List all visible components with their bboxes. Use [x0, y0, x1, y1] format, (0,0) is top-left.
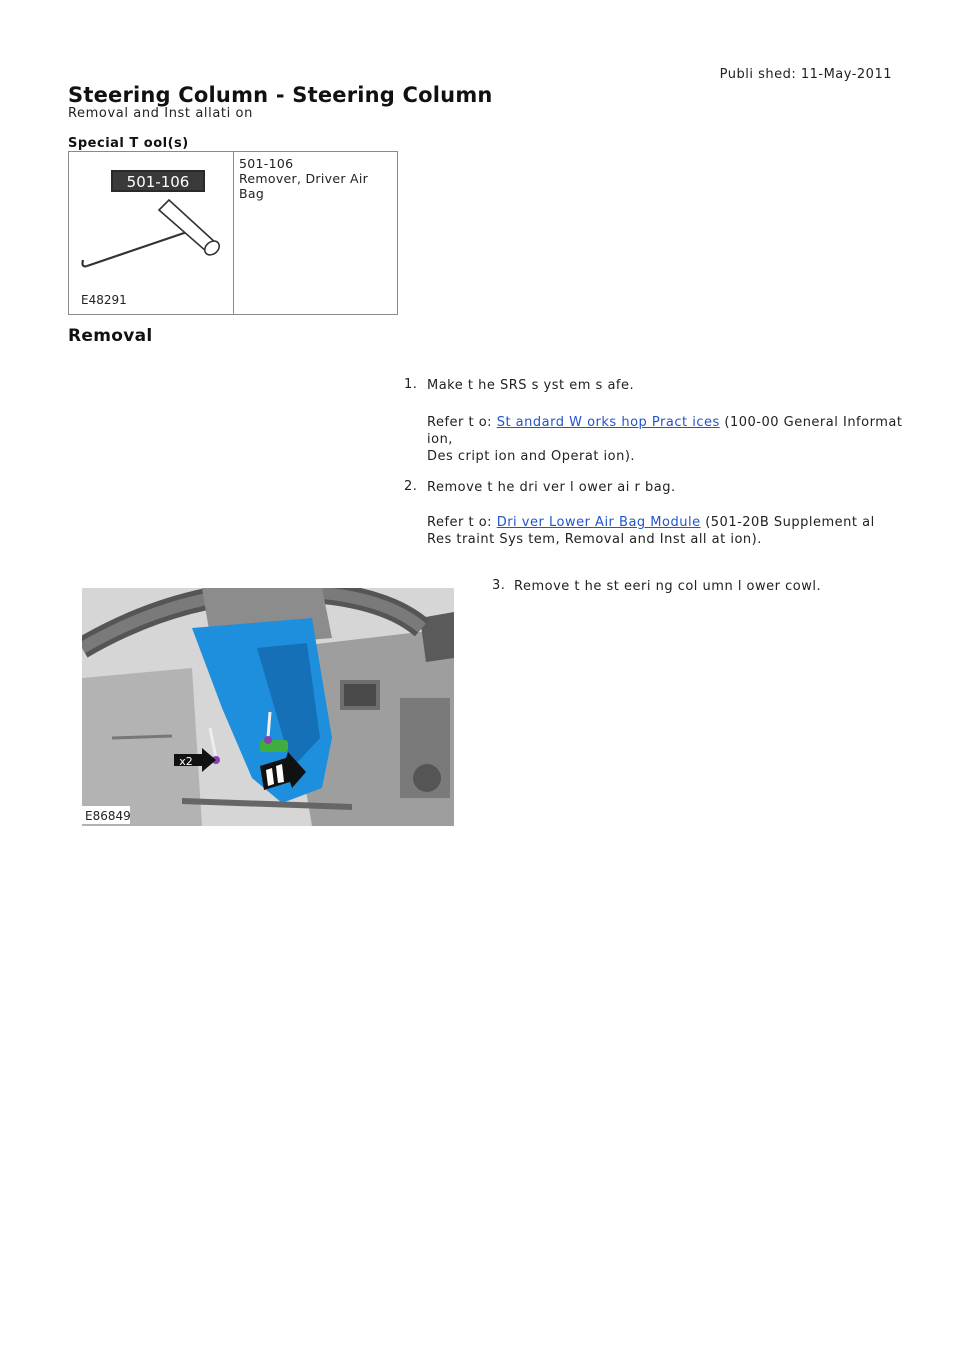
tool-image-ref: E48291: [81, 293, 127, 307]
step-2-ref-suffix-line2: Res traint Sys tem, Removal and Inst all at ion).: [427, 532, 762, 547]
screw-head-center: [264, 736, 272, 744]
tool-number: 501-106: [239, 156, 294, 171]
page-title: Steering Column - Steering Column: [68, 83, 493, 107]
switch-display: [344, 684, 376, 706]
step-3-text: Remove t he st eeri ng col umn l ower cowl.: [514, 579, 822, 594]
step-1-ref-prefix: Refer t o:: [427, 415, 497, 430]
tool-name: Remover, Driver Air Bag: [239, 171, 369, 201]
step-2-number: 2.: [404, 479, 418, 494]
connector-clip: [260, 740, 288, 752]
callout-quantity: x2: [179, 755, 193, 768]
tool-rod: [87, 232, 187, 266]
dash-trim-line: [112, 736, 172, 738]
standard-workshop-practices-link[interactable]: St andard W orks hop Pract ices: [496, 415, 720, 430]
page-subtitle: Removal and Inst allati on: [68, 106, 253, 121]
step-1-ref-suffix-line2: Des cript ion and Operat ion).: [427, 449, 636, 464]
figure-ref: E86849: [85, 809, 131, 823]
step-2-text: Remove t he dri ver l ower ai r bag.: [427, 480, 676, 495]
step-3-number: 3.: [492, 578, 506, 593]
screw-shaft-center: [268, 712, 270, 738]
steering-column-cowl-figure: [82, 588, 454, 826]
cowl-illustration: [82, 588, 454, 826]
step-2-reference: [427, 514, 907, 548]
tool-remover-illustration: [69, 152, 233, 314]
tool-hook: [83, 260, 88, 266]
step-2-ref-prefix: Refer t o:: [427, 515, 497, 530]
rotary-knob: [413, 764, 441, 792]
step-1-number: 1.: [404, 377, 418, 392]
special-tools-table: [68, 151, 398, 315]
step-2-ref-suffix: (501-20B Supplement al: [700, 515, 875, 530]
tool-image-cell: [69, 152, 234, 314]
step-1-text: Make t he SRS s yst em s afe.: [427, 378, 635, 393]
removal-heading: Removal: [68, 326, 153, 346]
driver-lower-air-bag-module-link[interactable]: Dri ver Lower Air Bag Module: [496, 515, 701, 530]
tool-description: [239, 156, 397, 201]
step-1-ref-suffix: (100-00 General Informat ion,: [427, 415, 903, 447]
step-1-reference: [427, 414, 907, 465]
tool-label-text: 501-106: [126, 173, 190, 191]
published-date: Publi shed: 11-May-2011: [719, 67, 892, 82]
special-tools-heading: Special T ool(s): [68, 136, 189, 151]
